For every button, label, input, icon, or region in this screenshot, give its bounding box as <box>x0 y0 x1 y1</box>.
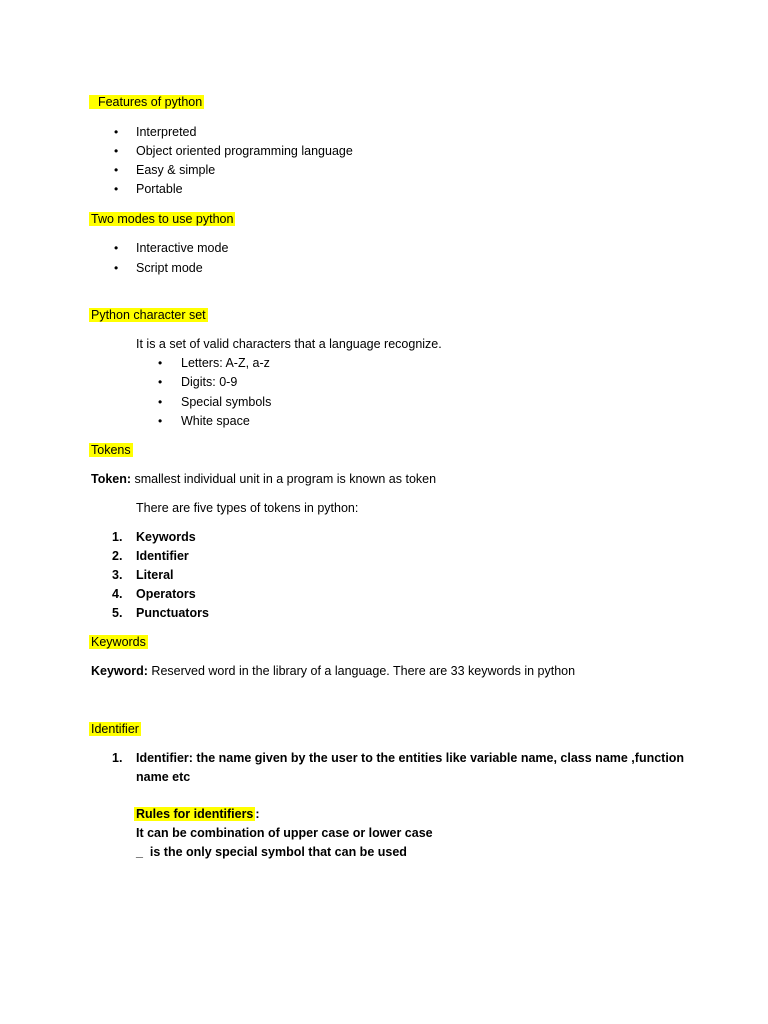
identifier-definition: Identifier: the name given by the user to the entities like variable name, class name ,function name etc <box>136 751 685 784</box>
rule-item: _ is the only special symbol that can be used <box>136 845 407 859</box>
list-item: Punctuators <box>136 606 209 620</box>
bullet-icon: • <box>114 144 119 158</box>
list-item: Identifier <box>136 549 189 563</box>
list-number: 1. <box>112 751 123 765</box>
heading-text: Identifier <box>91 722 139 736</box>
bullet-icon: • <box>114 261 119 275</box>
list-item: Easy & simple <box>136 163 216 177</box>
bullet-icon: • <box>114 182 119 196</box>
bullet-icon: • <box>158 375 163 389</box>
list-item: Digits: 0-9 <box>181 375 238 389</box>
rules-heading <box>134 806 260 822</box>
rules-heading-colon: : <box>255 807 260 821</box>
heading-text: Two modes to use python <box>91 212 234 226</box>
list-number: 4. <box>112 587 123 601</box>
section-heading-identifier <box>89 721 141 737</box>
section-heading-features <box>89 94 204 110</box>
section-heading-tokens <box>89 442 133 458</box>
rules-heading-text: Rules for identifiers <box>136 807 254 821</box>
heading-text: Keywords <box>91 635 146 649</box>
list-item: Keywords <box>136 530 196 544</box>
keyword-definition-label: Keyword: <box>91 664 148 678</box>
rule-item: It can be combination of upper case or lower case <box>136 826 433 840</box>
list-item: Special symbols <box>181 395 272 409</box>
list-item: Object oriented programming language <box>136 144 353 158</box>
bullet-icon: • <box>158 395 163 409</box>
token-definition-label: Token: <box>91 472 132 486</box>
section-heading-keywords <box>89 634 148 650</box>
list-number: 2. <box>112 549 123 563</box>
token-definition <box>91 471 436 487</box>
keyword-definition <box>91 663 575 679</box>
list-number: 5. <box>112 606 123 620</box>
bullet-icon: • <box>114 163 119 177</box>
bullet-icon: • <box>158 356 163 370</box>
list-number: 1. <box>112 530 123 544</box>
heading-text: Python character set <box>91 308 206 322</box>
list-item: White space <box>181 414 250 428</box>
list-item: Portable <box>136 182 183 196</box>
list-item: Script mode <box>136 261 203 275</box>
bullet-icon: • <box>158 414 163 428</box>
keyword-definition-text: Reserved word in the library of a language. There are 33 keywords in python <box>147 664 576 678</box>
list-item: Interpreted <box>136 125 197 139</box>
section-heading-modes <box>89 211 235 227</box>
heading-text: Features of python <box>91 95 203 109</box>
list-item: Letters: A-Z, a-z <box>181 356 270 370</box>
charset-intro: It is a set of valid characters that a language recognize. <box>136 337 442 351</box>
list-item: Literal <box>136 568 174 582</box>
section-heading-charset <box>89 307 208 323</box>
list-number: 3. <box>112 568 123 582</box>
list-item: Operators <box>136 587 196 601</box>
heading-text: Tokens <box>91 443 131 457</box>
list-item: Interactive mode <box>136 241 229 255</box>
bullet-icon: • <box>114 125 119 139</box>
bullet-icon: • <box>114 241 119 255</box>
token-types-intro: There are five types of tokens in python: <box>136 501 359 515</box>
token-definition-text: smallest individual unit in a program is known as token <box>131 472 437 486</box>
